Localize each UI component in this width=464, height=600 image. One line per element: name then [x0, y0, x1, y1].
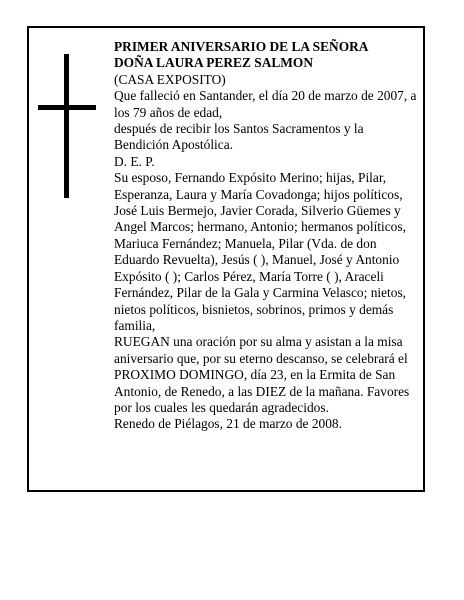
obituary-notice: [27, 26, 425, 492]
cross-vertical-bar: [64, 54, 69, 198]
cross-horizontal-bar: [38, 105, 96, 110]
notice-subtitle: (CASA EXPOSITO): [114, 71, 226, 87]
family-text: Su esposo, Fernando Expósito Merino; hijas, Pilar, Esperanza, Laura y María Covadonga; hijos políticos, José Luis Bermejo, Javier Corada, Silverio Güemes y Angel Marcos; hermano, Antonio; hermanos políticos, Mariuca Fernández; Manuela, Pilar (Vda. de don Eduardo Revuelta), Jesús ( ), Manuel, José y Antonio Expósito ( ); Carlos Pérez, María Torre ( ), Araceli Fernández, Pilar de la Gala y Carmina Velasco; nietos, nietos políticos, bisnietos, sobrinos, primos y demás familia,: [114, 170, 407, 333]
cross-icon: [38, 54, 96, 198]
notice-text: [114, 39, 419, 433]
sacraments-text: después de recibir los Santos Sacramentos y la Bendición Apostólica.: [114, 121, 364, 153]
notice-title-line2: DOÑA LAURA PEREZ SALMON: [114, 55, 314, 71]
notice-title-line1: PRIMER ANIVERSARIO DE LA SEÑORA: [114, 39, 369, 54]
request-text: RUEGAN una oración por su alma y asistan a la misa aniversario que, por su eterno descanso, se celebrará el PROXIMO DOMINGO, día 23, en la Ermita de San Antonio, de Renedo, a las DIEZ de la mañana. Favores por los cuales les quedarán agradecidos.: [114, 334, 410, 415]
place-date: Renedo de Piélagos, 21 de marzo de 2008.: [114, 416, 342, 432]
rip-text: D. E. P.: [114, 153, 155, 169]
death-info: Que falleció en Santander, el día 20 de marzo de 2007, a los 79 años de edad,: [114, 88, 417, 120]
